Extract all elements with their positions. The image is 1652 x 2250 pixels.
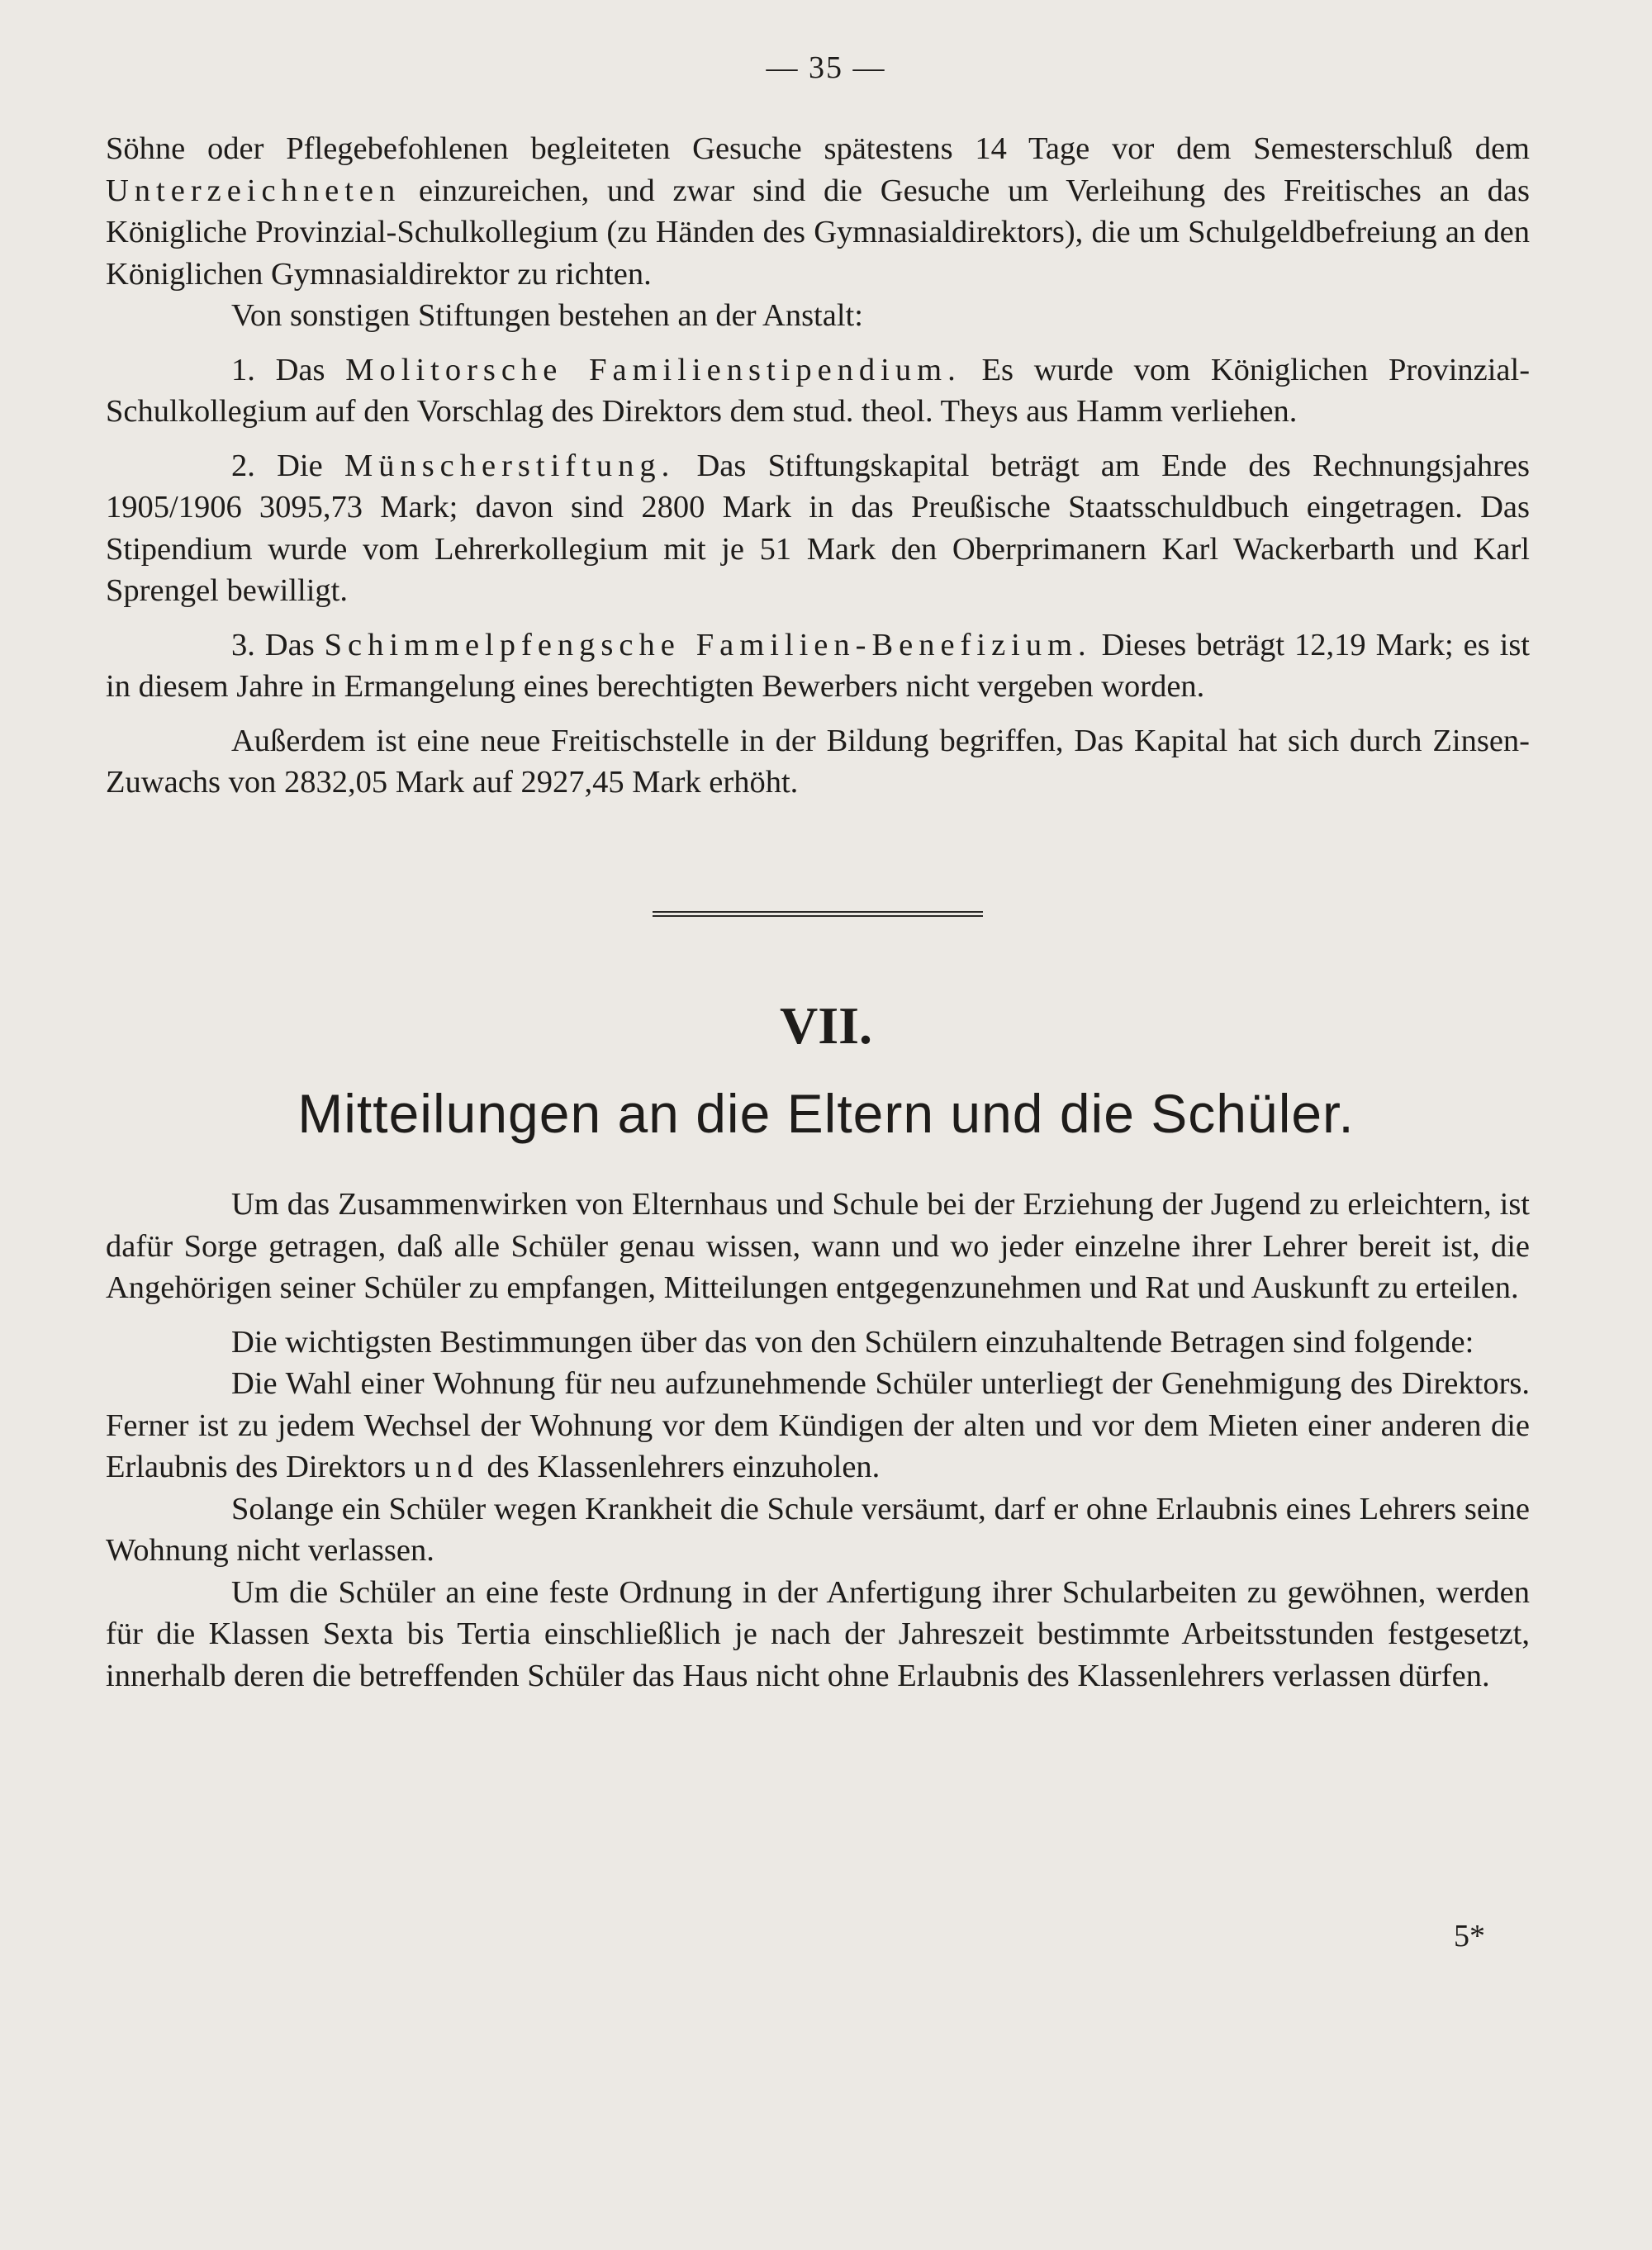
paragraph: Um die Schüler an eine feste Ordnung in der Anfertigung ihrer Schularbeiten zu gewöhnen, werden für die Klassen Sexta bis Tertia einschließlich je nach der Jahreszeit bestimmte Arbeitsstunden festgesetzt, innerhalb deren die betreffenden Schüler das Haus nicht ohne Erlaubnis des Klassenlehrers verlassen dürfen. <box>106 1574 1530 1693</box>
paragraph: Außerdem ist eine neue Freitischstelle in der Bildung begriffen, Das Kapital hat sich durch Zinsen-Zuwachs von 2832,05 Mark auf 2927,45 Mark erhöht. <box>106 723 1530 800</box>
section-title: Mitteilungen an die Eltern und die Schüler. <box>297 1083 1355 1144</box>
stiftungen-text <box>106 128 1530 804</box>
spaced-word: und <box>414 1450 479 1484</box>
spaced-word: Unterzeichneten <box>106 173 401 208</box>
paragraph: Um das Zusammenwirken von Elternhaus und Schule bei der Erziehung der Jugend zu erleichtern, ist dafür Sorge getragen, daß alle Schüler genau wissen, wann und wo jeder einzelne ihrer Lehrer bereit ist, die Angehörigen seiner Schüler zu empfangen, Mitteilungen entgegenzunehmen und Rat und Auskunft zu erteilen. <box>106 1187 1530 1305</box>
paragraph: Die wichtigsten Bestimmungen über das von den Schülern einzuhaltende Betragen sind folgende: <box>231 1324 1474 1360</box>
stiftung-name: Schimmelpfengsche Familien-Benefizium. <box>324 627 1092 662</box>
section-number: VII. <box>779 996 873 1055</box>
paragraph: Solange ein Schüler wegen Krankheit die Schule versäumt, darf er ohne Erlaubnis eines Lehrers seine Wohnung nicht verlassen. <box>106 1491 1530 1568</box>
stiftung-item: 1. Das Molitorsche Familienstipendium. Es wurde vom Königlichen Provinzial-Schulkollegium auf den Vorschlag des Direktors dem stud. theol. Theys aus Hamm verliehen. <box>106 352 1531 429</box>
page-number: — 35 — <box>766 50 886 85</box>
paragraph: Von sonstigen Stiftungen bestehen an der Anstalt: <box>231 298 863 333</box>
stiftung-item: 2. Die Münscherstiftung. Das Stiftungskapital beträgt am Ende des Rechnungsjahres 1905/1906 3095,73 Mark; davon sind 2800 Mark in das Preußische Staatsschuldbuch eingetragen. Das Stipendium wurde vom Lehrerkollegium mit je 51 Mark den Oberprimanern Karl Wackerbarth und Karl Sprengel bewilligt. <box>106 448 1531 608</box>
paragraph: Die Wahl einer Wohnung für neu aufzunehmende Schüler unterliegt der Genehmigung des Direktors. Ferner ist zu jedem Wechsel der Wohnung vor dem Kündigen der alten und vor dem Mieten einer anderen die Erlaubnis des Direktors und des Klassenlehrers einzuholen. <box>106 1366 1530 1484</box>
paragraph: Söhne oder Pflegebefohlenen begleiteten Gesuche spätestens 14 Tage vor dem Semesterschluß dem Unterzeichneten einzureichen, und zwar sind die Gesuche um Verleihung des Freitisches an das Königliche Provinzial-Schulkollegium (zu Händen des Gymnasialdirektors), die um Schulgeldbefreiung an den Königlichen Gymnasialdirektor zu richten. <box>106 131 1530 292</box>
signature-mark: 5* <box>1454 1919 1485 1953</box>
section-divider <box>653 911 983 917</box>
mitteilungen-text <box>106 1184 1530 1697</box>
stiftung-name: Molitorsche Familienstipendium. <box>345 352 961 387</box>
stiftung-name: Münscherstiftung. <box>344 448 676 483</box>
stiftung-item: 3. Das Schimmelpfengsche Familien-Benefizium. Dieses beträgt 12,19 Mark; es ist in diesem Jahre in Ermangelung eines berechtigten Bewerbers nicht vergeben worden. <box>106 627 1530 704</box>
